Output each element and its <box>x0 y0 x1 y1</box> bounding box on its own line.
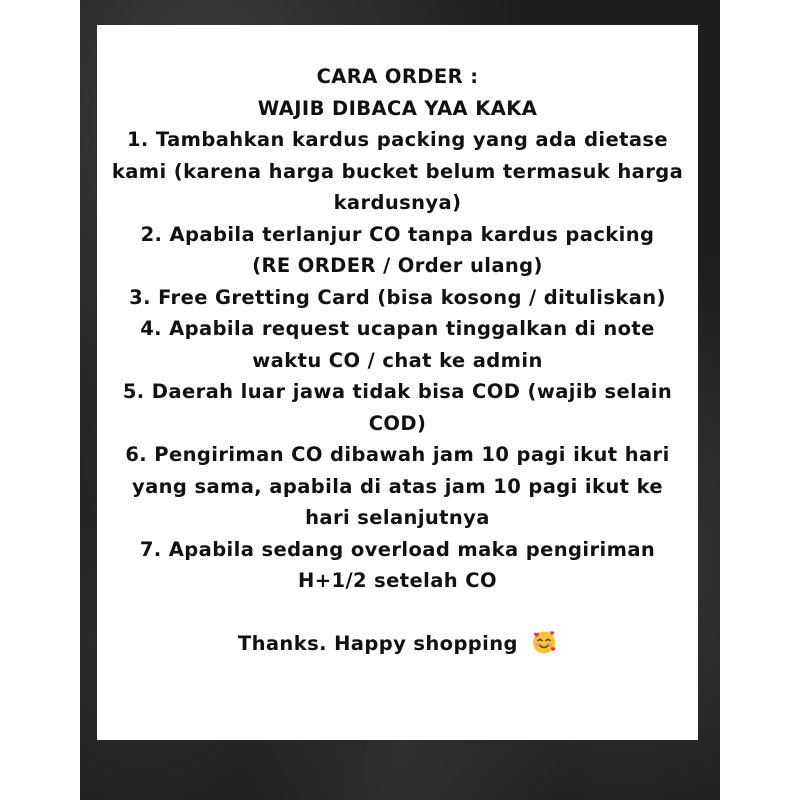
instruction-line: 3. Free Gretting Card (bisa kosong / dituliskan) <box>129 285 666 309</box>
instruction-line: 5. Daerah luar jawa tidak bisa COD (wajib selain <box>122 380 673 403</box>
heading-subtitle: WAJIB DIBACA YAA KAKA <box>257 96 538 120</box>
heading-title: CARA ORDER : <box>316 65 479 88</box>
order-instructions-card <box>97 25 698 740</box>
spacer <box>97 597 698 629</box>
instruction-line: 2. Apabila terlanjur CO tanpa kardus packing <box>140 222 655 246</box>
instruction-line: 1. Tambahkan kardus packing yang ada dietase <box>126 128 669 151</box>
instruction-line: 7. Apabila sedang overload maka pengiriman <box>139 537 656 561</box>
instruction-line: kardusnya) <box>333 191 462 214</box>
instruction-line: 4. Apabila request ucapan tinggalkan di note <box>140 317 655 340</box>
instructions-text <box>97 61 698 660</box>
instruction-line: kami (karena harga bucket belum termasuk harga <box>111 159 684 183</box>
instruction-line: 6. Pengiriman CO dibawah jam 10 pagi ikut hari <box>125 443 670 466</box>
instruction-line: (RE ORDER / Order ulang) <box>252 254 543 277</box>
closing-text: Thanks. Happy shopping <box>237 632 518 655</box>
closing-line <box>97 628 698 660</box>
instruction-line: hari selanjutnya <box>305 506 490 529</box>
instruction-line: waktu CO / chat ke admin <box>252 348 543 372</box>
instruction-line: COD) <box>368 411 427 435</box>
instruction-line: yang sama, apabila di atas jam 10 pagi ikut ke <box>131 474 664 498</box>
smiling-face-with-hearts-icon <box>531 629 557 655</box>
instruction-line: H+1/2 setelah CO <box>298 569 497 592</box>
